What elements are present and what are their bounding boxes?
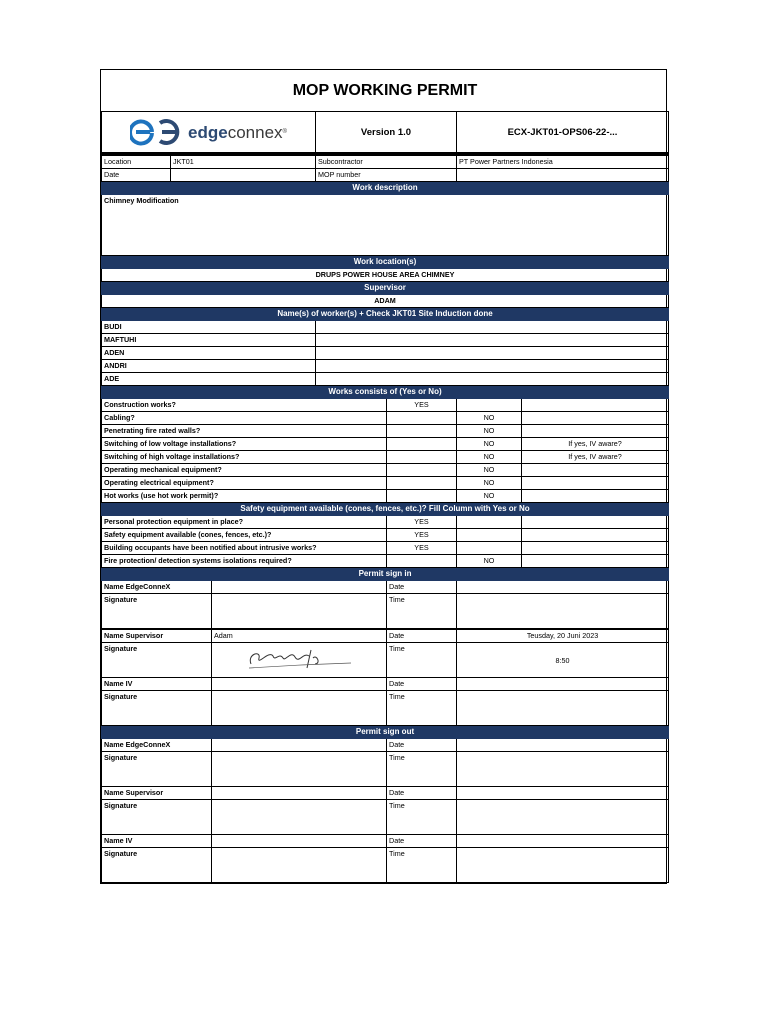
safety-no-cell[interactable]	[457, 516, 522, 529]
sign-out-time-label: Time	[387, 848, 457, 883]
sign-out-supervisor-signature[interactable]	[212, 800, 387, 835]
worker-name[interactable]: ADE	[102, 373, 316, 386]
sign-in-iv-time[interactable]	[457, 691, 669, 726]
works-question: Operating electrical equipment?	[102, 477, 387, 490]
work-description-value[interactable]: Chimney Modification	[102, 195, 669, 256]
sign-in-supervisor-time[interactable]: 8:50	[457, 643, 669, 678]
version-label: Version 1.0	[316, 112, 457, 155]
works-no-cell[interactable]: NO	[457, 412, 522, 425]
safety-question: Safety equipment available (cones, fences, etc.)?	[102, 529, 387, 542]
works-yes-cell[interactable]	[387, 490, 457, 503]
sign-in-date-value[interactable]	[457, 581, 669, 594]
sign-in-time-label: Time	[387, 643, 457, 678]
worker-check[interactable]	[316, 321, 669, 334]
worker-name[interactable]: MAFTUHI	[102, 334, 316, 347]
works-note	[522, 477, 669, 490]
works-row	[102, 477, 669, 490]
safety-row	[102, 529, 669, 542]
safety-yes-cell[interactable]: YES	[387, 516, 457, 529]
safety-header: Safety equipment available (cones, fences, etc.)? Fill Column with Yes or No	[102, 503, 669, 516]
sign-out-iv-time[interactable]	[457, 848, 669, 883]
works-no-cell[interactable]	[457, 399, 522, 412]
worker-check[interactable]	[316, 373, 669, 386]
works-no-cell[interactable]: NO	[457, 477, 522, 490]
worker-row	[102, 321, 669, 334]
works-yes-cell[interactable]: YES	[387, 399, 457, 412]
supervisor-signature-field[interactable]	[212, 643, 387, 678]
sign-out-iv-signature[interactable]	[212, 848, 387, 883]
mop-label: MOP number	[316, 169, 457, 182]
works-question: Operating mechanical equipment?	[102, 464, 387, 477]
safety-note	[522, 555, 669, 568]
permit-form	[100, 69, 667, 884]
works-note	[522, 399, 669, 412]
sign-in-time-value[interactable]	[457, 594, 669, 630]
sign-in-time-label: Time	[387, 691, 457, 726]
sign-out-supervisor-name[interactable]	[212, 787, 387, 800]
sign-in-date-label: Date	[387, 678, 457, 691]
safety-note	[522, 516, 669, 529]
worker-name[interactable]: ADEN	[102, 347, 316, 360]
safety-no-cell[interactable]: NO	[457, 555, 522, 568]
sign-out-signature-label: Signature	[102, 752, 212, 787]
works-header: Works consists of (Yes or No)	[102, 386, 669, 399]
works-no-cell[interactable]: NO	[457, 438, 522, 451]
safety-yes-cell[interactable]: YES	[387, 529, 457, 542]
worker-check[interactable]	[316, 334, 669, 347]
sign-in-name-supervisor-label: Name Supervisor	[102, 629, 212, 643]
sign-out-date-label: Date	[387, 787, 457, 800]
safety-row	[102, 516, 669, 529]
works-question: Penetrating fire rated walls?	[102, 425, 387, 438]
works-question: Switching of high voltage installations?	[102, 451, 387, 464]
subcontractor-value[interactable]: PT Power Partners Indonesia	[457, 154, 669, 169]
permit-table	[101, 70, 669, 883]
works-question: Switching of low voltage installations?	[102, 438, 387, 451]
safety-question: Building occupants have been notified about intrusive works?	[102, 542, 387, 555]
works-note	[522, 412, 669, 425]
safety-yes-cell[interactable]: YES	[387, 542, 457, 555]
sign-out-supervisor-time[interactable]	[457, 800, 669, 835]
date-label: Date	[102, 169, 171, 182]
safety-note	[522, 529, 669, 542]
date-value[interactable]	[171, 169, 316, 182]
sign-in-signature-label: Signature	[102, 643, 212, 678]
worker-row	[102, 334, 669, 347]
subcontractor-label: Subcontractor	[316, 154, 457, 169]
sign-in-header: Permit sign in	[102, 568, 669, 581]
location-label: Location	[102, 154, 171, 169]
doc-code: ECX-JKT01-OPS06-22-...	[457, 112, 669, 155]
sign-in-name-ecx-value[interactable]	[212, 581, 387, 594]
worker-row	[102, 373, 669, 386]
works-note	[522, 464, 669, 477]
worker-row	[102, 360, 669, 373]
safety-note	[522, 542, 669, 555]
works-yes-cell[interactable]	[387, 464, 457, 477]
work-description-header: Work description	[102, 182, 669, 195]
works-row	[102, 438, 669, 451]
sign-in-date-label: Date	[387, 629, 457, 643]
sign-in-signature-label: Signature	[102, 691, 212, 726]
works-no-cell[interactable]: NO	[457, 451, 522, 464]
sign-out-time-label: Time	[387, 800, 457, 835]
sign-in-name-iv-label: Name IV	[102, 678, 212, 691]
works-note	[522, 490, 669, 503]
sign-out-name-ecx-value[interactable]	[212, 739, 387, 752]
works-row	[102, 451, 669, 464]
sign-out-iv-date[interactable]	[457, 835, 669, 848]
worker-name[interactable]: ANDRI	[102, 360, 316, 373]
safety-row	[102, 542, 669, 555]
logo-text: edgeconnex®	[188, 122, 287, 142]
works-yes-cell[interactable]	[387, 425, 457, 438]
sign-out-time-value[interactable]	[457, 752, 669, 787]
sign-out-date-label: Date	[387, 739, 457, 752]
works-question: Construction works?	[102, 399, 387, 412]
sign-in-name-iv-value[interactable]	[212, 678, 387, 691]
sign-out-date-label: Date	[387, 835, 457, 848]
works-row	[102, 412, 669, 425]
sign-in-iv-signature[interactable]	[212, 691, 387, 726]
works-row	[102, 464, 669, 477]
sign-out-signature-label: Signature	[102, 800, 212, 835]
handwritten-signature-icon	[239, 644, 359, 674]
sign-out-signature-field[interactable]	[212, 752, 387, 787]
works-note	[522, 425, 669, 438]
works-note: If yes, IV aware?	[522, 451, 669, 464]
workers-header: Name(s) of worker(s) + Check JKT01 Site Induction done	[102, 308, 669, 321]
sign-out-signature-label: Signature	[102, 848, 212, 883]
sign-out-name-iv-value[interactable]	[212, 835, 387, 848]
sign-in-supervisor-date[interactable]: Teusday, 20 Juni 2023	[457, 629, 669, 643]
work-location-value[interactable]: DRUPS POWER HOUSE AREA CHIMNEY	[102, 269, 669, 282]
page-title: MOP WORKING PERMIT	[102, 70, 669, 112]
sign-out-supervisor-date[interactable]	[457, 787, 669, 800]
sign-in-supervisor-name[interactable]: Adam	[212, 629, 387, 643]
safety-no-cell[interactable]	[457, 529, 522, 542]
works-question: Cabling?	[102, 412, 387, 425]
works-note: If yes, IV aware?	[522, 438, 669, 451]
safety-yes-cell[interactable]	[387, 555, 457, 568]
works-no-cell[interactable]: NO	[457, 425, 522, 438]
logo	[102, 112, 316, 155]
works-yes-cell[interactable]	[387, 438, 457, 451]
worker-check[interactable]	[316, 347, 669, 360]
works-row	[102, 490, 669, 503]
safety-question: Personal protection equipment in place?	[102, 516, 387, 529]
work-location-header: Work location(s)	[102, 256, 669, 269]
worker-row	[102, 347, 669, 360]
location-value[interactable]: JKT01	[171, 154, 316, 169]
works-yes-cell[interactable]	[387, 412, 457, 425]
sign-in-iv-date[interactable]	[457, 678, 669, 691]
sign-out-date-value[interactable]	[457, 739, 669, 752]
supervisor-value[interactable]: ADAM	[102, 295, 669, 308]
works-row	[102, 399, 669, 412]
safety-question: Fire protection/ detection systems isolations required?	[102, 555, 387, 568]
safety-no-cell[interactable]	[457, 542, 522, 555]
safety-row	[102, 555, 669, 568]
sign-out-name-supervisor-label: Name Supervisor	[102, 787, 212, 800]
sign-in-signature-label: Signature	[102, 594, 212, 630]
sign-out-time-label: Time	[387, 752, 457, 787]
sign-out-name-iv-label: Name IV	[102, 835, 212, 848]
works-question: Hot works (use hot work permit)?	[102, 490, 387, 503]
supervisor-header: Supervisor	[102, 282, 669, 295]
sign-out-name-ecx-label: Name EdgeConneX	[102, 739, 212, 752]
worker-name[interactable]: BUDI	[102, 321, 316, 334]
mop-value[interactable]	[457, 169, 669, 182]
edgeconnex-logo-icon	[130, 118, 182, 146]
worker-check[interactable]	[316, 360, 669, 373]
works-no-cell[interactable]: NO	[457, 464, 522, 477]
sign-out-header: Permit sign out	[102, 726, 669, 739]
works-yes-cell[interactable]	[387, 477, 457, 490]
sign-in-name-ecx-label: Name EdgeConneX	[102, 581, 212, 594]
works-no-cell[interactable]: NO	[457, 490, 522, 503]
sign-in-date-label: Date	[387, 581, 457, 594]
works-row	[102, 425, 669, 438]
sign-in-signature-field[interactable]	[212, 594, 387, 630]
sign-in-time-label: Time	[387, 594, 457, 630]
works-yes-cell[interactable]	[387, 451, 457, 464]
